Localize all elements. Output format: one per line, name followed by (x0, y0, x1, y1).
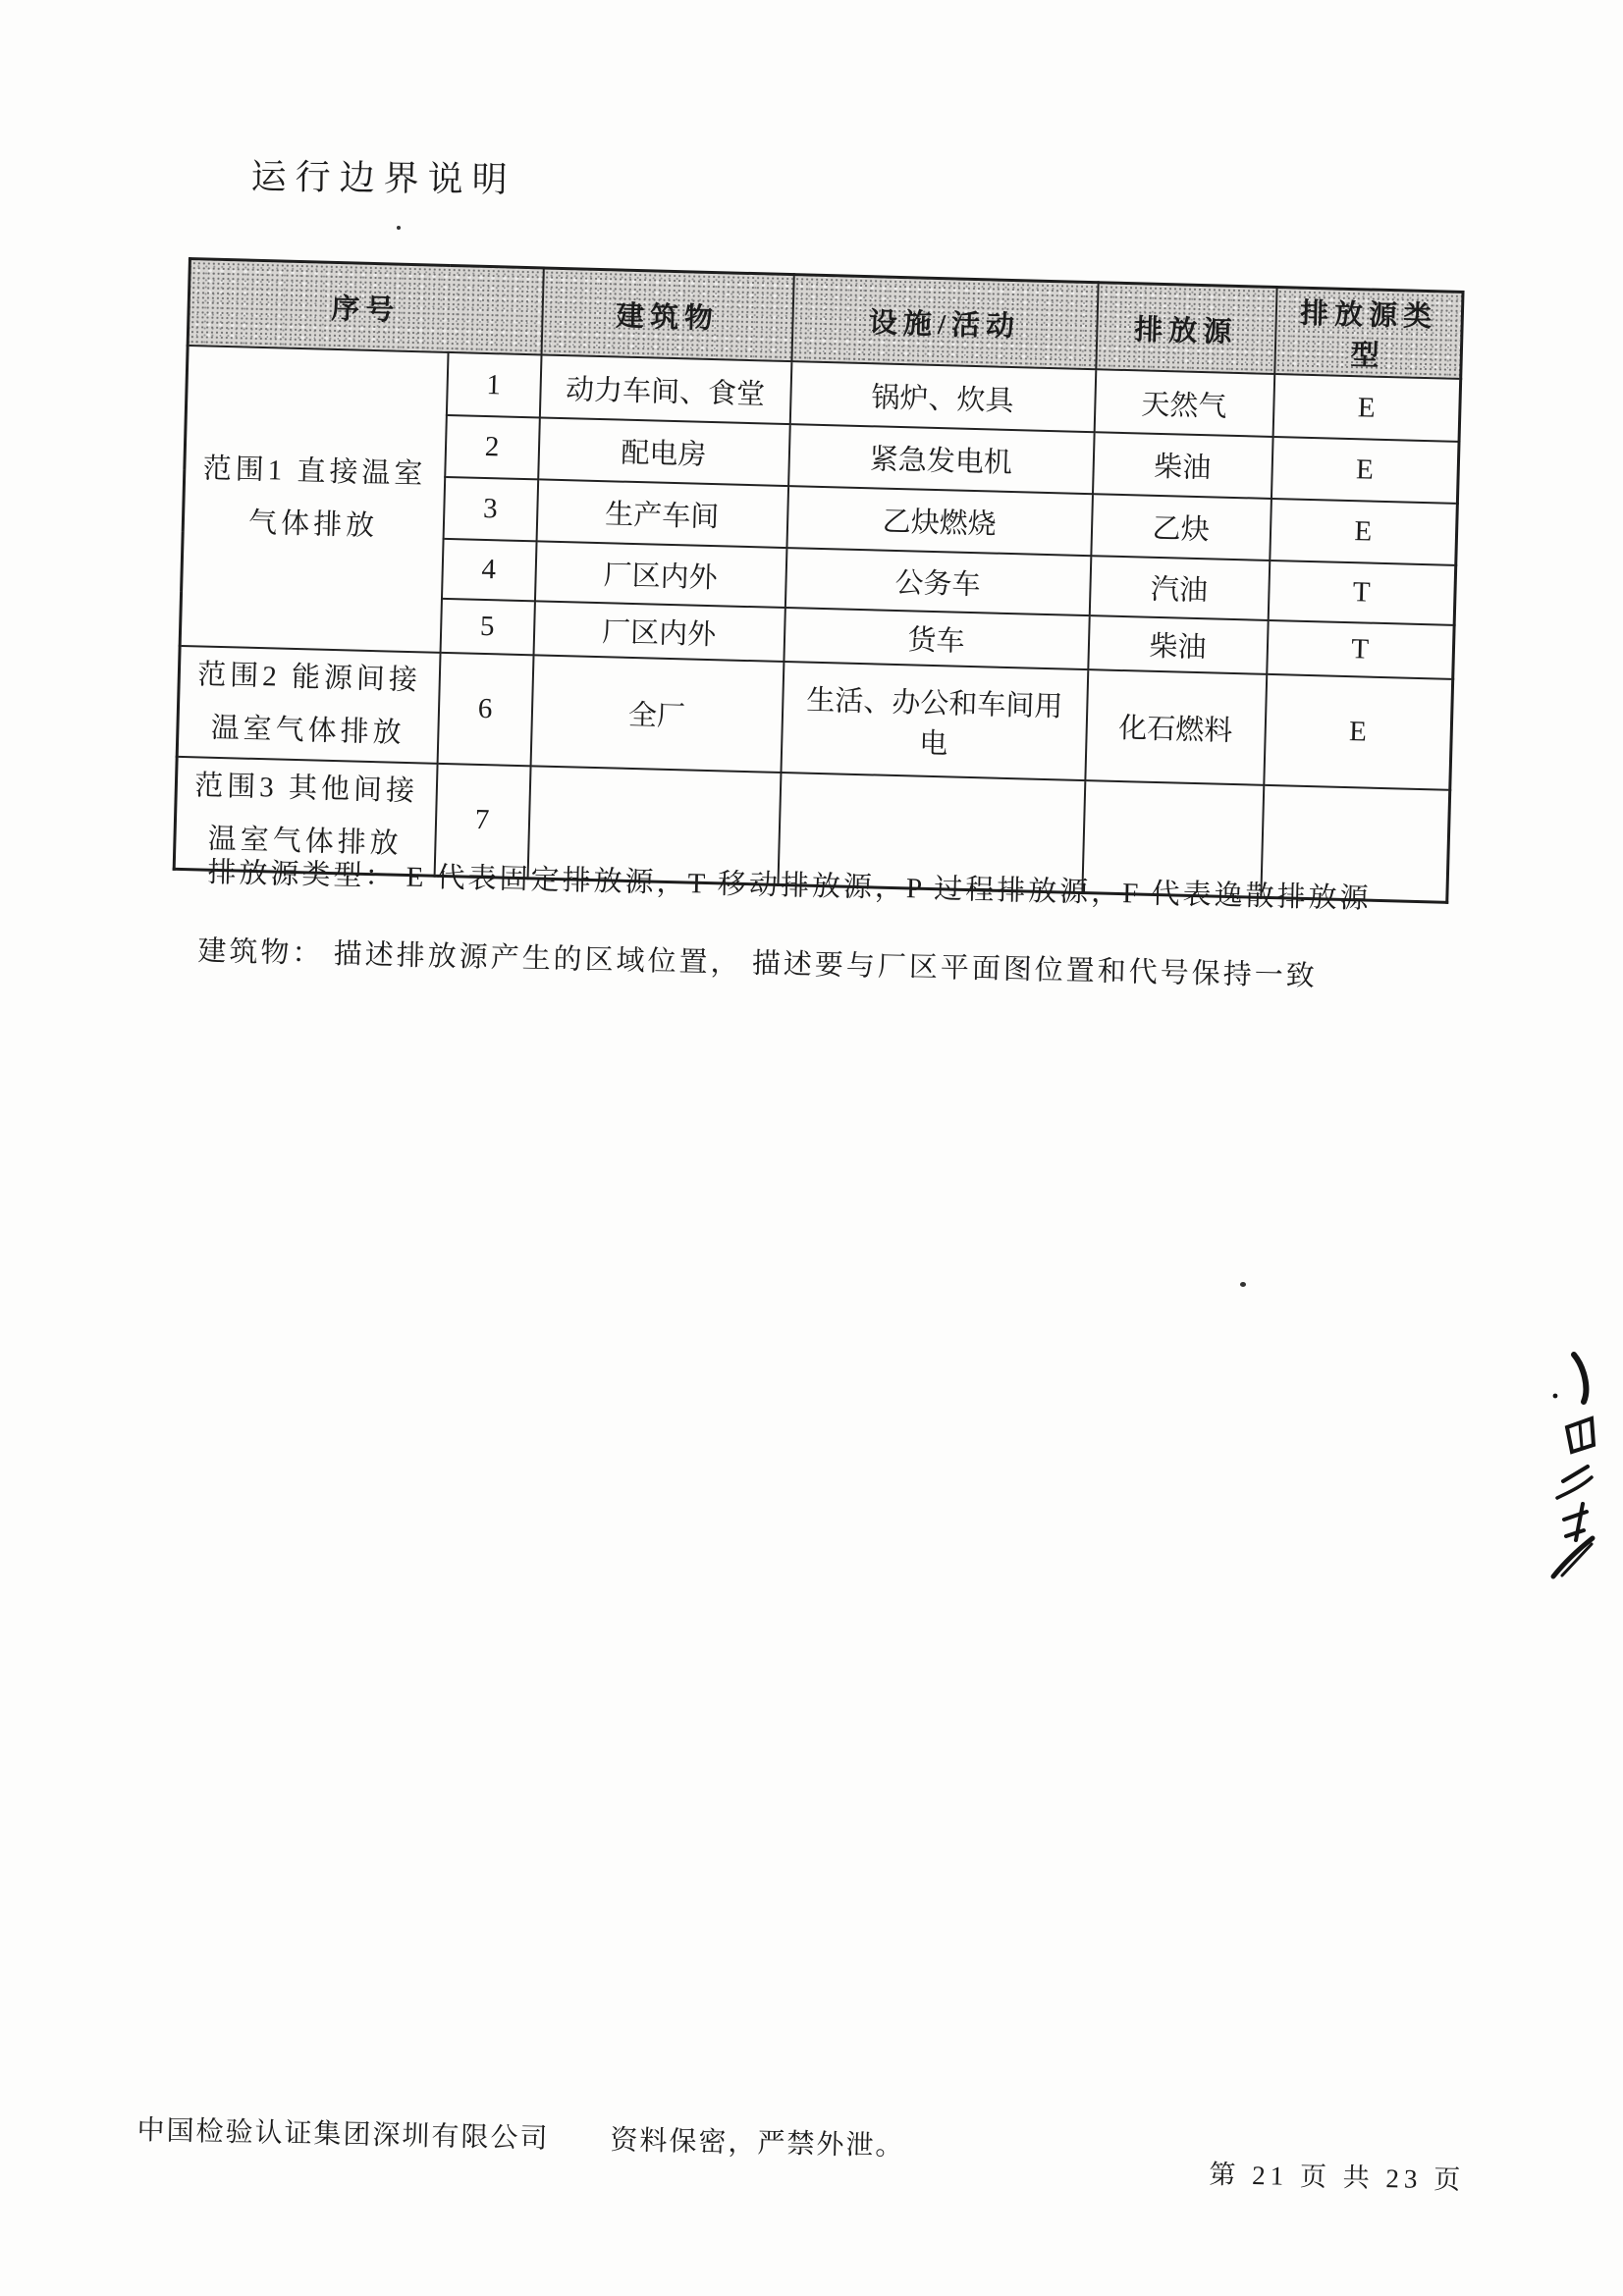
cell-building-3: 生产车间 (536, 479, 788, 548)
cell-type-1: E (1272, 374, 1461, 442)
cell-building-6: 全厂 (530, 655, 784, 773)
cell-source-1: 天然气 (1094, 369, 1274, 437)
header-building: 建筑物 (541, 268, 793, 361)
header-source: 排放源 (1096, 283, 1276, 374)
edge-ink-artifact (1547, 1347, 1598, 1586)
cell-facility-2: 紧急发电机 (788, 424, 1095, 494)
cell-no-1: 1 (446, 352, 541, 417)
cell-facility-4: 公务车 (784, 548, 1090, 615)
footer-page-number: 第 21 页 共 23 页 (1209, 2159, 1466, 2195)
scope1-label: 范围1 直接温室气体排放 (180, 346, 448, 653)
cell-no-4: 4 (441, 539, 536, 601)
cell-source-6: 化石燃料 (1085, 669, 1267, 785)
scope2-label: 范围2 能源间接温室气体排放 (177, 646, 440, 764)
header-source-type: 排放源类型 (1274, 288, 1463, 379)
operational-boundary-table-wrap (173, 257, 1465, 903)
cell-type-3: E (1270, 499, 1458, 565)
scan-speck (1240, 1282, 1246, 1287)
cell-type-6: E (1264, 674, 1453, 790)
cell-type-5: T (1267, 620, 1454, 679)
cell-no-6: 6 (437, 653, 533, 767)
scan-speck (397, 226, 401, 230)
cell-building-1: 动力车间、食堂 (539, 354, 791, 424)
cell-source-5: 柴油 (1088, 615, 1268, 674)
cell-facility-3: 乙炔燃烧 (786, 486, 1093, 556)
cell-no-7: 7 (434, 764, 530, 878)
footer (136, 2109, 905, 2163)
cell-source-3: 乙炔 (1091, 494, 1271, 561)
footer-company: 中国检验认证集团深圳有限公司 (136, 2114, 550, 2155)
footer-confidential: 资料保密，严禁外泄。 (610, 2125, 905, 2163)
cell-building-5: 厂区内外 (533, 601, 784, 662)
header-seq: 序号 (188, 259, 543, 355)
cell-type-2: E (1271, 437, 1459, 504)
cell-no-3: 3 (443, 477, 538, 541)
cell-facility-6: 生活、办公和车间用电 (781, 662, 1088, 780)
cell-no-2: 2 (445, 415, 540, 479)
scope3-label: 范围3 其他间接温室气体排放 (174, 757, 437, 876)
cell-building-2: 配电房 (538, 417, 790, 486)
cell-facility-5: 货车 (784, 608, 1089, 669)
cell-no-5: 5 (440, 599, 534, 655)
header-facility: 设施/活动 (791, 275, 1098, 370)
cell-type-4: T (1268, 561, 1456, 625)
note-source-types: 排放源类型： E 代表固定排放源，T 移动排放源，P 过程排放源，F 代表逸散排放源 (207, 856, 1372, 915)
ghg-table (173, 257, 1465, 903)
cell-building-4: 厂区内外 (534, 541, 786, 608)
cell-facility-1: 锅炉、炊具 (789, 361, 1096, 432)
note-building: 建筑物： 描述排放源产生的区域位置， 描述要与厂区平面图位置和代号保持一致 (197, 934, 1319, 992)
page-title: 运行边界说明 (250, 156, 516, 200)
cell-source-2: 柴油 (1093, 432, 1273, 499)
cell-source-4: 汽油 (1089, 556, 1270, 620)
